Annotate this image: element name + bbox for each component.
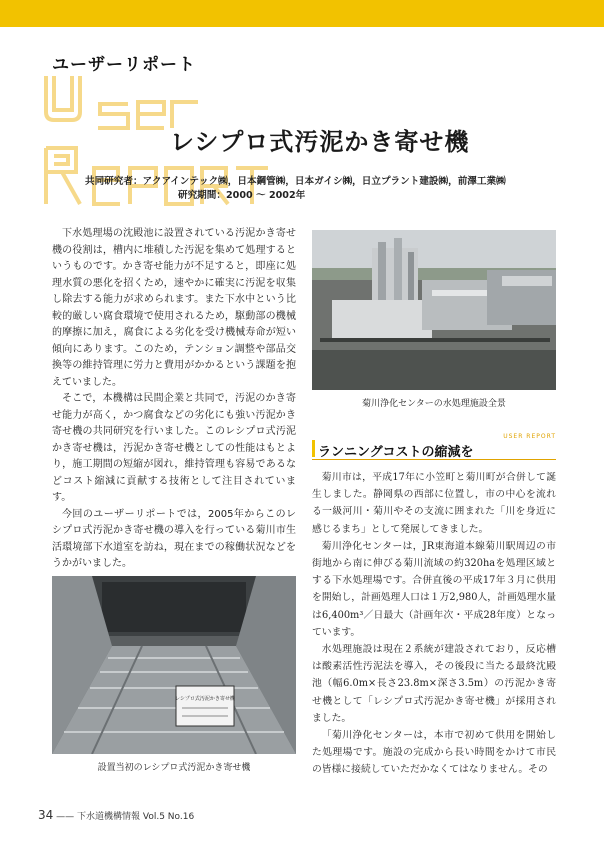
research-period: 研究期間：2000 〜 2002年 [178, 190, 306, 201]
page-title: レシプロ式汚泥かき寄せ機 [170, 128, 470, 156]
body-paragraph-2: 菊川浄化センターは，JR東海道本線菊川駅周辺の市街地から南に伸びる菊川流域の約320haを処理区域とする下水処理場です。合併直後の平成17年３月に供用を開始し，計画処理人口は１万2,980人，計画処理水量は6,400m³／日最大（計画年次・平成28年度）となっています。 [312, 540, 556, 638]
collector-photo-caption: 設置当初のレシプロ式汚泥かき寄せ機 [97, 763, 251, 773]
intro-column [52, 226, 296, 573]
page-number: 34 [38, 808, 54, 822]
intro-paragraph-1: 下水処理場の沈殿池に設置されている汚泥かき寄せ機の役割は，槽内に堆積した汚泥を集めて処理するというものです。かき寄せ能力が不足すると，即座に処理水質の悪化を招くため，速やかに確実に汚泥を収集し除去する能力が求められます。また下水中という比較的厳しい腐食環境で使用されるため，駆動部の機械的摩擦に加え，腐食による劣化を受け機械寿命が短い傾向にあります。このため，テンション調整や部品交換等の維持管理に労力と費用がかかるという課題を抱えていました。 [52, 228, 296, 388]
section-label: ユーザーリポート [52, 55, 196, 75]
body-column [312, 469, 556, 779]
section-heading-marker [312, 440, 315, 457]
intro-paragraph-3: 今回のユーザーリポートでは，2005年からこのレシプロ式汚泥かき寄せ機の導入を行っている菊川市生活環境部下水道室を訪ね，現在までの稼働状況などをうかがいました。 [52, 508, 296, 569]
intro-paragraph-2: そこで，本機構は民間企業と共同で，汚泥のかき寄せ能力が高く，かつ腐食などの劣化にも強い汚泥かき寄せ機の共同研究を行いました。このレシプロ式汚泥かき寄せ機は，汚泥かき寄せ機としての性能はもとより，施工期間の短縮が図れ，維持管理も容易であるなどコスト縮減に貢献する技術として注目されています。 [52, 393, 296, 503]
sludge-collector-photo [52, 576, 296, 754]
body-paragraph-1: 菊川市は，平成17年に小笠町と菊川町が合併して誕生しました。静岡県の西部に位置し，市の中心を流れる一級河川・菊川やその支流に囲まれた「川を身近に感じるまち」として発展してきました。 [312, 472, 556, 535]
joint-researchers: 共同研究者：アクアインテック㈱，日本鋼管㈱，日本ガイシ㈱，日立プラント建設㈱，前澤工業㈱ [85, 176, 506, 187]
section-heading [312, 433, 556, 460]
top-accent-bar [0, 0, 604, 27]
facility-photo-caption: 菊川浄化センターの水処理施設全景 [362, 399, 506, 409]
publication-info: —— 下水道機構情報 Vol.5 No.16 [56, 812, 195, 822]
photo-sign-text: レシプロ式汚泥かき寄せ機 [175, 696, 235, 702]
page-footer [38, 808, 194, 822]
section-heading-title: ランニングコストの縮減を [318, 445, 474, 460]
body-paragraph-3: 水処理施設は現在２系統が建設されており，反応槽は酸素活性汚泥法を導入，その後段に当たる最終沈殿池（幅6.0m×長さ23.8m×深さ3.5m）の汚泥かき寄せ機として「レシプロ式汚泥かき寄せ機」が採用されました。 [312, 644, 556, 724]
body-paragraph-4: 「菊川浄化センターは，本市で初めて供用を開始した処理場です。施設の完成から長い時間をかけて市民の皆様に接続していただかなくてはなりません。その [312, 730, 556, 776]
facility-overview-photo [312, 230, 556, 390]
section-heading-tag: USER REPORT [503, 433, 556, 440]
